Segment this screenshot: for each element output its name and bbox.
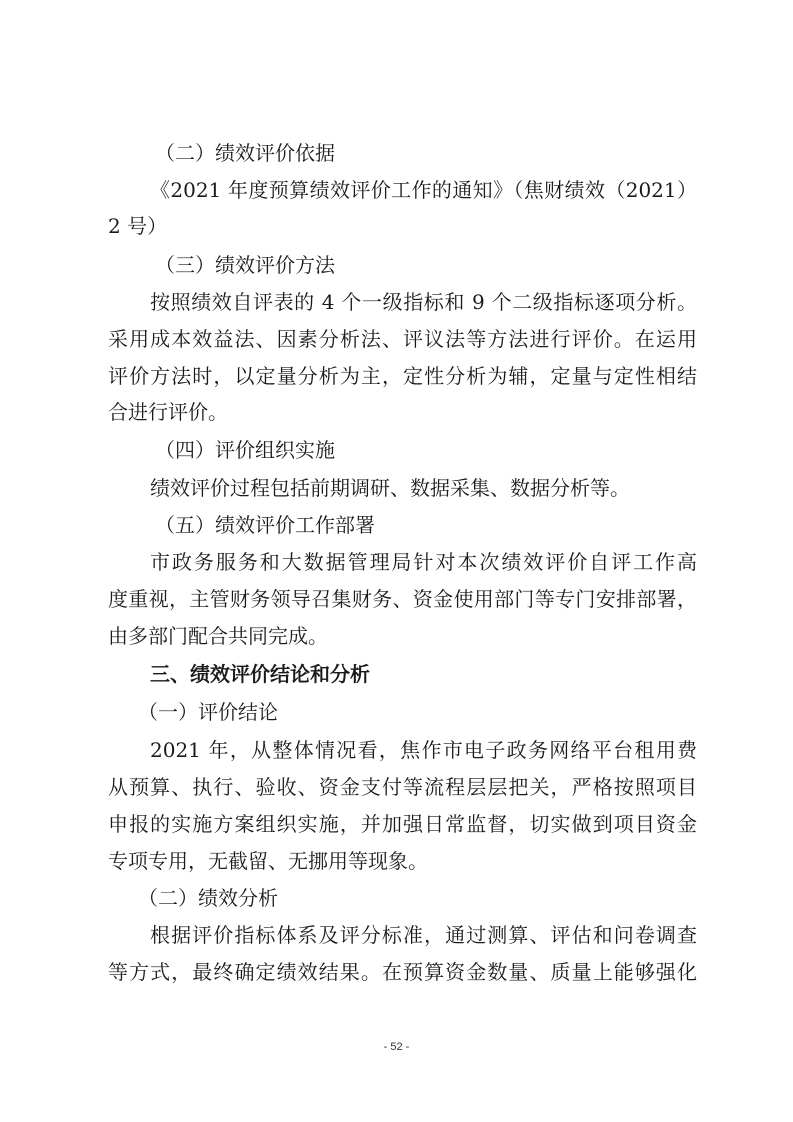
section-heading-performance-analysis: （二）绩效分析 [138, 886, 278, 910]
section-heading-organization: （四）评价组织实施 [155, 438, 335, 462]
body-text-line: 采用成本效益法、因素分析法、评议法等方法进行评价。在运用 [108, 327, 697, 351]
page-number: - 52 - [383, 1041, 410, 1053]
body-text-line: 《2021 年度预算绩效评价工作的通知》（焦财绩效（2021） [150, 178, 697, 202]
section-heading-work-deployment: （五）绩效评价工作部署 [155, 513, 375, 537]
body-text-line: 合进行评价。 [108, 400, 228, 424]
body-text-line: 评价方法时，以定量分析为主，定性分析为辅，定量与定性相结 [108, 364, 697, 388]
body-text-line: 由多部门配合共同完成。 [108, 624, 328, 648]
body-text-line: 2 号） [108, 214, 168, 238]
major-heading-conclusion-analysis: 三、绩效评价结论和分析 [150, 662, 370, 686]
body-text-line: 市政务服务和大数据管理局针对本次绩效评价自评工作高 [150, 550, 697, 574]
body-text-line: 专项专用，无截留、无挪用等现象。 [108, 849, 428, 873]
body-text-line: 绩效评价过程包括前期调研、数据采集、数据分析等。 [150, 476, 630, 500]
section-heading-evaluation-method: （三）绩效评价方法 [155, 253, 335, 277]
body-text-line: 根据评价指标体系及评分标准，通过测算、评估和问卷调查 [150, 923, 697, 947]
body-text-line: 从预算、执行、验收、资金支付等流程层层把关，严格按照项目 [108, 775, 697, 799]
body-text-line: 按照绩效自评表的 4 个一级指标和 9 个二级指标逐项分析。 [150, 290, 697, 314]
body-text-line: 等方式，最终确定绩效结果。在预算资金数量、质量上能够强化 [108, 960, 697, 984]
body-text-line: 度重视，主管财务领导召集财务、资金使用部门等专门安排部署， [108, 587, 697, 611]
section-heading-conclusion: （一）评价结论 [138, 700, 278, 724]
body-text-line: 申报的实施方案组织实施，并加强日常监督，切实做到项目资金 [108, 812, 697, 836]
section-heading-evaluation-basis: （二）绩效评价依据 [155, 141, 335, 165]
body-text-line: 2021 年，从整体情况看，焦作市电子政务网络平台租用费 [150, 738, 697, 762]
